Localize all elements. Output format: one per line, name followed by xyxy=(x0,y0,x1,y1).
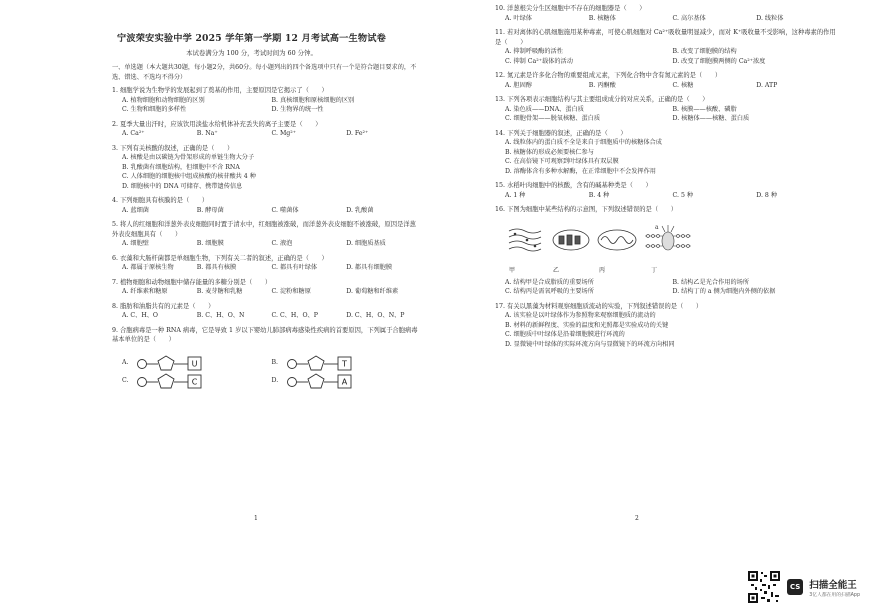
question-stem: 6. 衣藻和大肠杆菌都是单细胞生物，下列有关二者的叙述，正确的是（ ） xyxy=(112,254,328,262)
pentose-sugar-pentagon xyxy=(308,374,324,388)
answer-option: C. 液泡 xyxy=(271,240,293,247)
option-group xyxy=(495,105,840,124)
answer-option: D. 结构丁的 a 侧为细胞内外侧的依据 xyxy=(672,288,776,295)
question xyxy=(112,254,421,278)
question xyxy=(495,71,840,95)
answer-option: C. 细胞质中叶绿体是沿着细胞膜进行环流的 xyxy=(505,331,625,338)
answer-option: B. 核膜——核酸、磷脂 xyxy=(672,105,737,113)
scanner-watermark xyxy=(747,570,860,604)
answer-option: A. 胆固醇 xyxy=(505,81,532,89)
answer-option: D. 细胞核中的 DNA 可储存、携带遗传信息 xyxy=(122,182,243,190)
option-group xyxy=(112,287,421,297)
answer-option: A. 细胞壁 xyxy=(122,240,149,247)
question xyxy=(112,144,421,197)
answer-option: B. C、H、O、N xyxy=(196,312,245,319)
option-group xyxy=(495,14,840,24)
option-group xyxy=(112,129,421,139)
answer-option: B. 结构乙是光合作用的场所 xyxy=(672,278,750,286)
base-letter: T xyxy=(341,359,347,368)
question xyxy=(112,220,421,254)
answer-option: B. 细胞膜 xyxy=(196,240,224,247)
answer-option: D. 改变了细胞膜两侧的 Ca²⁺浓度 xyxy=(672,57,766,65)
answer-option: D. C、H、O、N、P xyxy=(346,312,405,319)
answer-option: C. 细胞骨架——脱氧核糖、蛋白质 xyxy=(505,115,601,122)
nucleotide-structure-icon xyxy=(286,354,376,372)
question xyxy=(112,278,421,302)
answer-option: C. 抑制 Ca²⁺载体的活动 xyxy=(505,57,573,65)
answer-option: A. Ca²⁺ xyxy=(122,130,145,137)
page-number: 1 xyxy=(254,515,258,522)
question-stem: 4. 下列细胞具有核膜的是（ ） xyxy=(112,197,209,204)
answer-option: C. 高尔基体 xyxy=(672,14,706,22)
phosphate-circle xyxy=(287,377,296,386)
answer-option: C. 在高倍镜下可观察到叶绿体具有双层膜 xyxy=(505,158,619,165)
question-stem: 11. 若对离体的心肌细胞施用某种毒素，可使心肌细胞对 Ca²⁺吸收量明显减少，而对 K⁺吸收量不受影响，这种毒素的作用是（ ） xyxy=(495,29,836,46)
answer-option: B. 核糖体 xyxy=(588,14,616,22)
answer-option: B. 核糖体的形成必须要核仁参与 xyxy=(505,148,594,156)
question-stem: 9. 合胞病毒是一种 RNA 病毒，它是导致 1 岁以下婴幼儿肺部病毒感染性疾病的首要原因，下列属于合胞病毒基本单位的是（ ） xyxy=(112,326,418,343)
option-group xyxy=(495,138,840,176)
nucleotide-structure-icon xyxy=(136,372,226,390)
answer-option: A. 该实验是以叶绿体作为参照物来观察细胞质的流动的 xyxy=(505,312,656,319)
option-group xyxy=(495,47,840,66)
option-letter: B. xyxy=(271,359,279,366)
answer-option: C. 生物和细胞的多样性 xyxy=(122,106,187,113)
membrane-side-label: a xyxy=(655,223,659,231)
nucleotide-option xyxy=(122,372,272,390)
answer-option: B. 都具有核膜 xyxy=(196,264,237,271)
answer-option: B. 4 种 xyxy=(588,191,610,199)
answer-option: C. Mg²⁺ xyxy=(271,130,296,137)
answer-option: A. 染色质——DNA、蛋白质 xyxy=(505,105,584,113)
nucleotide-option xyxy=(272,354,422,372)
phosphate-circle xyxy=(138,377,147,386)
organelle-structures-figure xyxy=(505,223,695,259)
answer-option: D. 8 种 xyxy=(756,191,778,199)
endoplasmic-reticulum-shape xyxy=(509,229,541,251)
base-letter: A xyxy=(341,377,347,386)
option-group xyxy=(495,81,840,91)
question-stem: 10. 洋葱根尖分生区细胞中不存在的细胞器是（ ） xyxy=(495,5,646,12)
answer-option: C. 5 种 xyxy=(672,191,694,199)
section-header: 一、单选题（本大题共30题，每小题2分，共60分。每小题列出的四个备选项中只有一个是符合题目要求的，不选、错选、不选均不得分） xyxy=(112,64,417,81)
question xyxy=(112,302,421,326)
question-stem: 7. 植物细胞和动物细胞中储存能量的多糖分别是（ ） xyxy=(112,278,272,286)
answer-option: A. 叶绿体 xyxy=(505,14,532,22)
answer-option: A. 结构甲是合成脂质的重要场所 xyxy=(505,278,594,286)
question xyxy=(112,86,421,120)
answer-option: B. 材料的新鲜程度、实验的温度和光照都是实验成功的关键 xyxy=(505,321,669,329)
answer-option: A. 核酸是由以碳链为骨架形成的单链生物大分子 xyxy=(122,154,255,161)
option-letter: D. xyxy=(271,377,279,384)
page-number: 2 xyxy=(635,515,639,522)
option-group xyxy=(495,311,840,349)
watermark-subtitle: 3亿人都在用的扫描App xyxy=(809,592,860,598)
answer-option: D. 线粒体 xyxy=(756,14,784,22)
option-letter: C. xyxy=(122,377,129,384)
answer-option: D. 葡萄糖和纤维素 xyxy=(346,288,399,295)
option-group xyxy=(112,263,421,273)
answer-option: B. 改变了细胞膜的结构 xyxy=(672,48,737,55)
answer-option: D. 细胞质基质 xyxy=(346,240,386,247)
answer-option: A. C、H、O xyxy=(122,312,158,319)
phosphate-circle xyxy=(138,359,147,368)
nucleotide-option xyxy=(272,372,422,390)
question-stem: 2. 夏季大量出汗时，应该饮用淡盐水给机体补充丢失的离子主要是（ ） xyxy=(112,120,322,128)
diagram-label: 丁 xyxy=(651,266,658,274)
answer-option: A. 都属于原核生物 xyxy=(122,264,174,271)
option-group xyxy=(112,96,421,115)
watermark-title: 扫描全能王 xyxy=(809,579,857,591)
question-stem: 17. 有关以黑藻为材料观察细胞质流动的实验，下列叙述错误的是（ ） xyxy=(495,302,703,310)
organelle-diagram xyxy=(505,223,840,263)
answer-option: D. Fe²⁺ xyxy=(346,130,369,137)
question xyxy=(495,4,840,28)
cell-membrane-shape xyxy=(645,225,691,250)
question xyxy=(112,120,421,144)
answer-option: C. 噬菌体 xyxy=(271,206,299,214)
answer-option: D. 生物界的统一性 xyxy=(271,106,324,113)
option-group xyxy=(112,206,421,216)
answer-option: B. 丙酮酸 xyxy=(588,81,616,89)
answer-option: C. 淀粉和糖原 xyxy=(271,288,311,295)
answer-option: A. 抑制呼吸酶的活性 xyxy=(505,48,563,55)
answer-option: C. 结构丙是需氧呼吸的主要场所 xyxy=(505,288,594,295)
answer-option: C. 都具有叶绿体 xyxy=(271,264,318,271)
option-group xyxy=(112,239,421,249)
qr-code-icon xyxy=(747,570,781,604)
option-letter: A. xyxy=(122,359,129,366)
diagram-label: 丙 xyxy=(599,266,606,274)
camscanner-logo-icon: CS xyxy=(787,579,803,595)
question-list xyxy=(495,4,840,354)
question xyxy=(495,181,840,205)
question-stem: 16. 下图为细胞中某些结构的示意图，下列叙述错误的是（ ） xyxy=(495,206,678,213)
answer-option: A. 1 种 xyxy=(505,191,526,199)
exam-title: 宁波荣安实验中学 2025 学年第一学期 12 月考试高一生物试卷 xyxy=(116,33,387,44)
option-group xyxy=(112,311,421,321)
question-stem: 5. 将人的红细胞和洋葱外表皮细胞同时置于清水中，红细胞被涨破，而洋葱外表皮细胞不被涨破，原因是洋葱外表皮细胞具有（ ） xyxy=(112,221,416,238)
molecule-options xyxy=(112,354,421,390)
diagram-label: 甲 xyxy=(509,266,516,274)
question xyxy=(495,302,840,355)
answer-option: A. 植物细胞和动物细胞的区别 xyxy=(122,96,205,104)
question-stem: 15. 水稻叶肉细胞中的核酸，含有的碱基种类是（ ） xyxy=(495,182,652,189)
question xyxy=(495,205,840,302)
option-group xyxy=(495,191,840,201)
phosphate-circle xyxy=(287,359,296,368)
answer-option: D. 核糖体——核糖、蛋白质 xyxy=(672,115,750,122)
answer-option: B. Na⁺ xyxy=(196,130,218,137)
base-letter: C xyxy=(191,377,198,386)
answer-option: C. 核糖 xyxy=(672,81,694,89)
question-stem: 1. 细胞学说为生物学的发展起到了奠基的作用，主要原因是它揭示了（ ） xyxy=(112,87,328,94)
question xyxy=(495,95,840,129)
question-list xyxy=(112,86,421,350)
question-stem: 12. 氮元素是许多化合物的重要组成元素，下列化合物中含有氮元素的是（ ） xyxy=(495,72,722,79)
question xyxy=(495,129,840,182)
nucleotide-option xyxy=(122,354,272,372)
answer-option: D. 乳酸菌 xyxy=(346,206,374,214)
answer-option: B. 酵母菌 xyxy=(196,206,224,214)
answer-option: B. 麦芽糖和乳糖 xyxy=(196,288,243,295)
nucleotide-structure-icon xyxy=(136,354,226,372)
pentose-sugar-pentagon xyxy=(308,356,324,370)
diagram-labels xyxy=(495,265,840,274)
answer-option: D. 都具有细胞膜 xyxy=(346,264,393,271)
mitochondrion-shape xyxy=(598,230,636,250)
base-letter: U xyxy=(191,359,198,368)
answer-option: C. 人体细胞的细胞核中组成核酸的核苷酸共 4 种 xyxy=(122,173,256,180)
answer-option: B. 真核细胞和原核细胞的区别 xyxy=(271,96,355,104)
answer-option: A. 蓝细菌 xyxy=(122,206,149,214)
question-stem: 13. 下列各项表示细胞结构与其主要组成成分的对应关系，正确的是（ ） xyxy=(495,96,709,103)
question-stem: 8. 脂肪和油脂共有的元素是（ ） xyxy=(112,302,215,310)
pentose-sugar-pentagon xyxy=(158,356,174,370)
right-page xyxy=(435,0,870,614)
nucleotide-structure-icon xyxy=(286,372,376,390)
question-stem: 3. 下列有关核酸的叙述，正确的是（ ） xyxy=(112,144,234,152)
question xyxy=(495,28,840,71)
diagram-label: 乙 xyxy=(553,266,560,274)
question xyxy=(112,196,421,220)
question xyxy=(112,326,421,350)
answer-option: B. 乳酸菌有细胞结构，但细胞中不含 RNA xyxy=(122,163,240,171)
option-group xyxy=(112,153,421,191)
answer-option: D. 溶酶体含有多种水解酶，在正常细胞中不会发挥作用 xyxy=(505,167,656,175)
question-stem: 14. 下列关于细胞器的叙述，正确的是（ ） xyxy=(495,129,627,137)
answer-option: D. 显微镜中叶绿体的实际环流方向与显微镜下的环流方向相同 xyxy=(505,340,675,348)
answer-option: A. 纤维素和糖原 xyxy=(122,288,168,295)
option-group xyxy=(495,278,840,297)
exam-subtitle: 本试卷满分为 100 分，考试时间为 60 分钟。 xyxy=(186,49,317,57)
pentose-sugar-pentagon xyxy=(158,374,174,388)
answer-option: A. 线粒体内的蛋白质不全是来自于细胞质中的核糖体合成 xyxy=(505,139,662,146)
chloroplast-shape xyxy=(553,230,589,250)
answer-option: D. ATP xyxy=(756,81,778,89)
answer-option: C. C、H、O、P xyxy=(271,312,318,319)
